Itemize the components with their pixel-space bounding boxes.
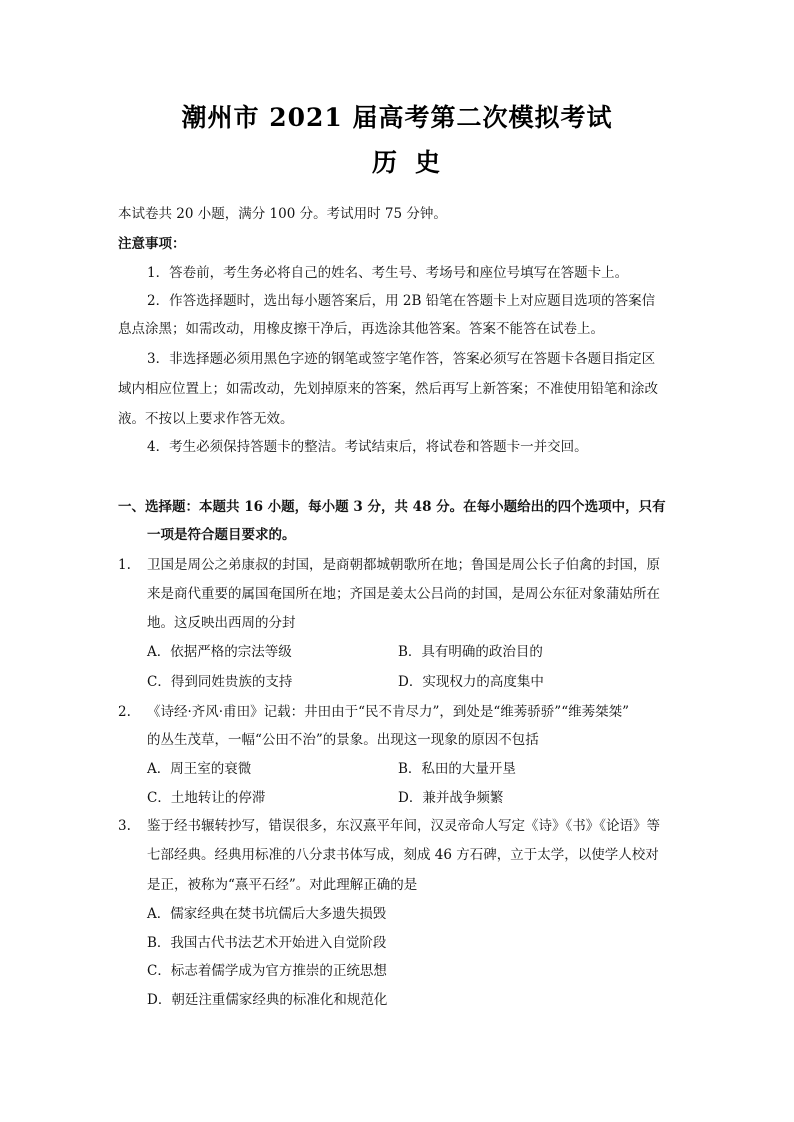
note-line: 液。不按以上要求作答无效。 — [118, 411, 294, 427]
question-number: 2. — [118, 704, 131, 720]
question-stem: 的丛生茂草，一幅“公田不治”的景象。出现这一现象的原因不包括 — [147, 732, 539, 748]
question-stem: 鉴于经书辗转抄写，错误很多，东汉熹平年间，汉灵帝命人写定《诗》《书》《论语》等 — [147, 818, 660, 834]
option-d: D．兼并战争频繁 — [398, 790, 504, 806]
option-a: A．依据严格的宗法等级 — [147, 644, 292, 660]
notes-heading: 注意事项： — [118, 236, 186, 252]
question-stem: 卫国是周公之弟康叔的封国，是商朝都城朝歌所在地；鲁国是周公长子伯禽的封国，原 — [147, 557, 660, 573]
question-stem: 《诗经·齐风·甫田》记载：井田由于“民不肯尽力”，到处是“维莠骄骄”“维莠桀桀” — [147, 704, 629, 720]
note-line: 2．作答选择题时，选出每小题答案后，用 2B 铅笔在答题卡上对应题目选项的答案信 — [147, 293, 656, 309]
question-stem: 来是商代重要的属国奄国所在地；齐国是姜太公吕尚的封国，是周公东征对象蒲姑所在 — [147, 586, 660, 602]
section-heading-cont: 一项是符合题目要求的。 — [147, 527, 296, 543]
option-b: B．私田的大量开垦 — [398, 761, 516, 777]
note-line: 3．非选择题必须用黑色字迹的钢笔或签字笔作答，答案必须写在答题卡各题目指定区 — [147, 351, 656, 367]
option-d: D．朝廷注重儒家经典的标准化和规范化 — [147, 992, 388, 1008]
note-line: 息点涂黑；如需改动，用橡皮擦干净后，再选涂其他答案。答案不能答在试卷上。 — [118, 321, 604, 337]
question-stem: 是正，被称为“熹平石经”。对此理解正确的是 — [147, 877, 418, 893]
option-a: A．儒家经典在焚书坑儒后大多遗失损毁 — [147, 906, 387, 922]
subject-title: 历史 — [371, 148, 458, 177]
exam-title: 潮州市 2021 届高考第二次模拟考试 — [181, 103, 613, 132]
note-line: 4．考生必须保持答题卡的整洁。考试结束后，将试卷和答题卡一并交回。 — [147, 439, 588, 455]
exam-info: 本试卷共 20 小题，满分 100 分。考试用时 75 分钟。 — [118, 206, 447, 222]
question-number: 3. — [118, 818, 131, 834]
question-stem: 地。这反映出西周的分封 — [147, 615, 296, 631]
option-c: C．土地转让的停滞 — [147, 790, 266, 806]
option-b: B．我国古代书法艺术开始进入自觉阶段 — [147, 935, 387, 951]
note-line: 域内相应位置上；如需改动，先划掉原来的答案，然后再写上新答案；不准使用铅笔和涂改 — [118, 381, 658, 397]
option-a: A．周王室的衰微 — [147, 761, 252, 777]
question-number: 1. — [118, 557, 131, 573]
option-c: C．标志着儒学成为官方推崇的正统思想 — [147, 963, 387, 979]
section-heading: 一、选择题：本题共 16 小题，每小题 3 分，共 48 分。在每小题给出的四个选项中，只有 — [118, 499, 666, 515]
note-line: 1．答卷前，考生务必将自己的姓名、考生号、考场号和座位号填写在答题卡上。 — [147, 265, 629, 281]
option-c: C．得到同姓贵族的支持 — [147, 674, 293, 690]
question-stem: 七部经典。经典用标准的八分隶书体写成，刻成 46 方石碑，立于太学，以使学人校对 — [147, 847, 659, 863]
option-b: B．具有明确的政治目的 — [398, 644, 543, 660]
option-d: D．实现权力的高度集中 — [398, 674, 544, 690]
